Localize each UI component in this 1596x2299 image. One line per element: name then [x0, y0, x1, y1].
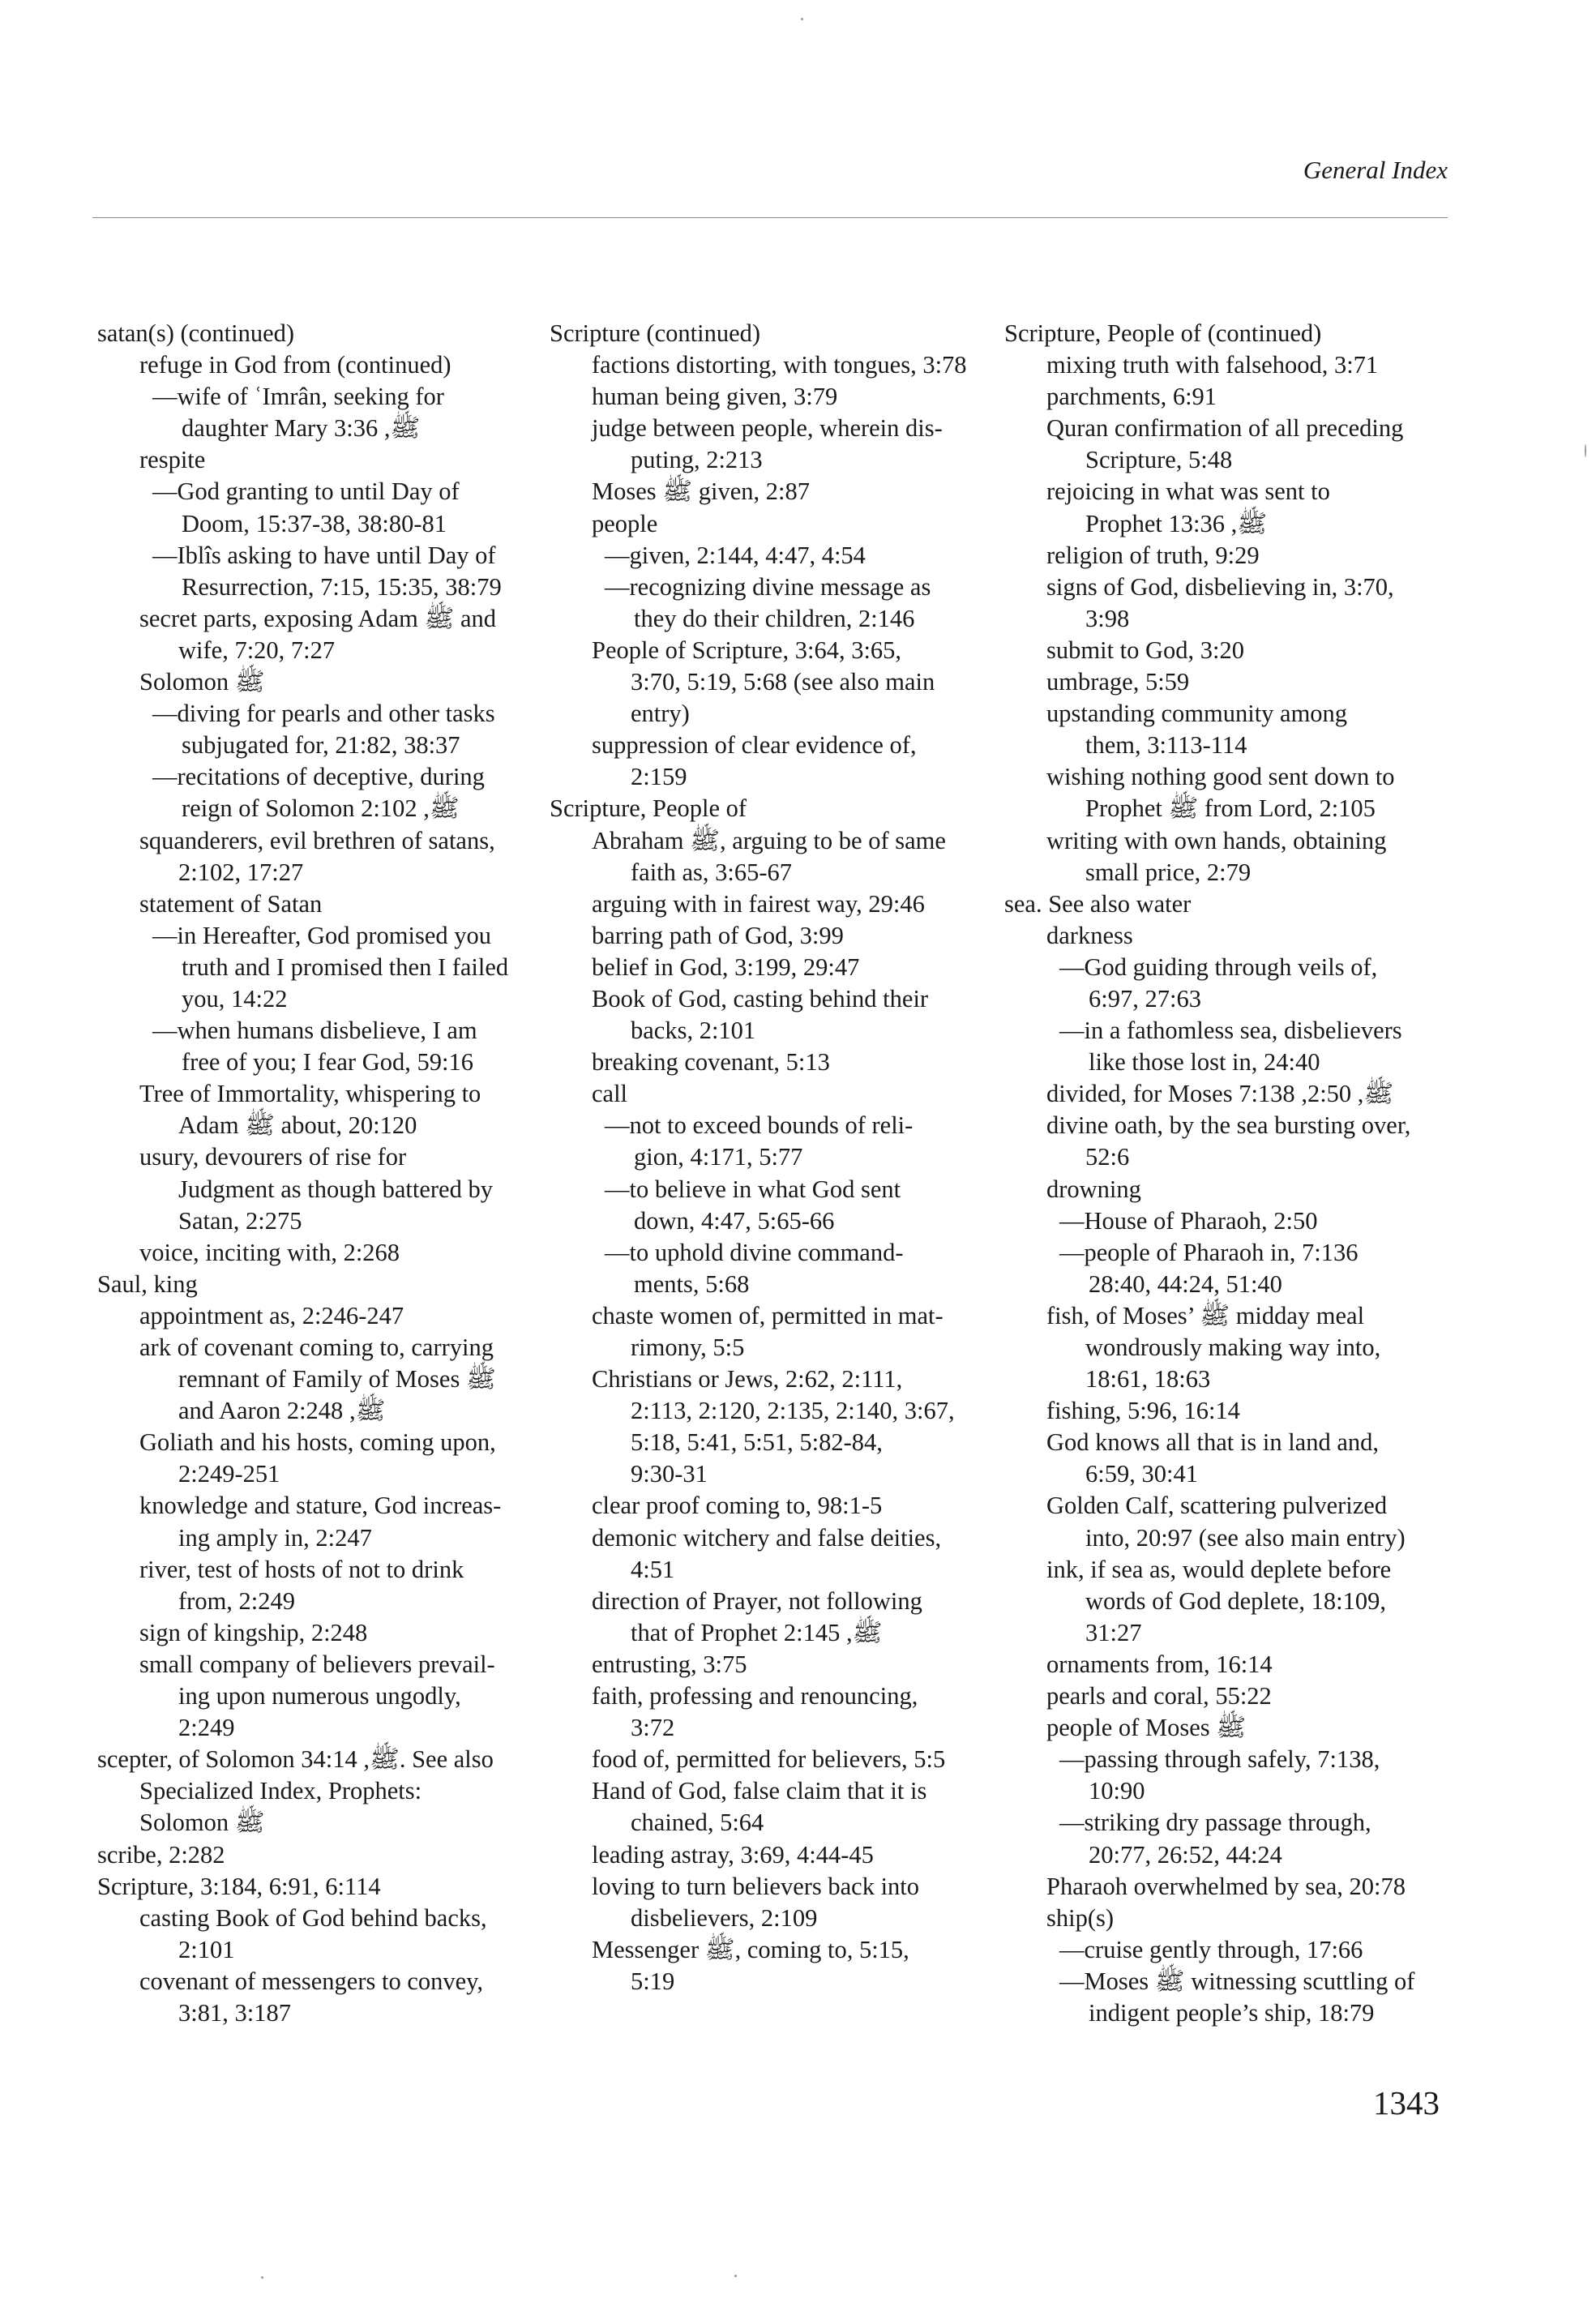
index-subentry: knowledge and stature, God increas-: [139, 1492, 502, 1520]
index-column-3: [1004, 318, 1458, 2029]
index-subentry: —to believe in what God sent: [605, 1175, 901, 1203]
index-subentry: rejoicing in what was sent to: [1046, 477, 1330, 506]
index-subentry: Messenger ﷺ, coming to, 5:15,: [592, 1935, 909, 1963]
index-subentry: chaste women of, permitted in mat-: [592, 1301, 943, 1329]
index-subentry: —House of Pharaoh, 2:50: [1059, 1206, 1318, 1235]
index-subentry: 3:98: [1085, 604, 1130, 632]
page-header: [92, 148, 1448, 218]
index-subentry: submit to God, 3:20: [1046, 636, 1245, 664]
index-subentry: direction of Prayer, not following: [592, 1586, 922, 1615]
index-subentry: belief in God, 3:199, 29:47: [592, 953, 860, 981]
index-subentry: 52:6: [1085, 1143, 1130, 1171]
index-subentry: divine oath, by the sea bursting over,: [1046, 1111, 1411, 1140]
index-subentry: 6:59, 30:41: [1085, 1460, 1198, 1488]
index-subentry: call: [592, 1080, 628, 1108]
index-subentry: 5:19: [631, 1967, 675, 1995]
index-subentry: and Aaron ﷺ, 2:248: [178, 1397, 386, 1425]
index-heading: Scripture, 3:184, 6:91, 6:114: [97, 1872, 381, 1900]
index-subentry: statement of Satan: [139, 889, 323, 918]
index-subentry: them, 3:113-114: [1085, 731, 1247, 760]
index-subentry: 2:102, 17:27: [178, 858, 304, 886]
scan-speck: [801, 18, 803, 20]
index-subentry: 2:249: [178, 1714, 235, 1742]
index-subentry: faith, professing and renouncing,: [592, 1682, 918, 1710]
index-heading: Scripture, People of (continued): [1004, 319, 1322, 347]
index-subentry: 2:249-251: [178, 1460, 280, 1488]
scan-speck: [1585, 444, 1586, 457]
index-subentry: —Moses ﷺ witnessing scuttling of: [1059, 1967, 1415, 1995]
scan-speck: [261, 2276, 263, 2279]
index-subentry: Doom, 15:37-38, 38:80-81: [182, 509, 447, 537]
index-subentry: judge between people, wherein dis-: [592, 414, 943, 443]
running-head: General Index: [1303, 156, 1448, 184]
index-subentry: —Iblîs asking to have until Day of: [152, 541, 496, 569]
index-subentry: parchments, 6:91: [1046, 383, 1217, 411]
index-subentry: free of you; I fear God, 59:16: [182, 1048, 473, 1077]
index-subentry: ship(s): [1046, 1903, 1115, 1932]
index-subentry: covenant of messengers to convey,: [139, 1967, 484, 1995]
index-subentry: ink, if sea as, would deplete before: [1046, 1555, 1392, 1583]
index-subentry: —in Hereafter, God promised you: [152, 921, 492, 949]
index-subentry: 2:101: [178, 1935, 235, 1963]
index-subentry: refuge in God from (continued): [139, 351, 451, 379]
index-subentry: puting, 2:213: [631, 446, 763, 474]
index-subentry: ark of covenant coming to, carrying: [139, 1334, 494, 1361]
index-subentry: people of Moses ﷺ: [1046, 1714, 1247, 1742]
index-subentry: 9:30-31: [631, 1460, 708, 1488]
index-subentry: —striking dry passage through,: [1059, 1809, 1371, 1837]
index-subentry: wife, 7:20, 7:27: [178, 636, 336, 664]
scan-speck: [734, 2275, 737, 2277]
index-subentry: —passing through safely, 7:138,: [1059, 1745, 1380, 1774]
index-subentry: Hand of God, false claim that it is: [592, 1777, 927, 1805]
page-number: 1343: [1373, 2084, 1440, 2121]
index-subentry: fishing, 5:96, 16:14: [1046, 1397, 1240, 1425]
index-subentry: remnant of Family of Moses ﷺ: [178, 1365, 496, 1394]
index-subentry: daughter Mary ﷺ, 3:36: [182, 414, 421, 443]
index-subentry: leading astray, 3:69, 4:44-45: [592, 1840, 874, 1869]
index-subentry: —to uphold divine command-: [605, 1238, 904, 1266]
index-subentry: 6:97, 27:63: [1089, 984, 1201, 1013]
index-subentry: words of God deplete, 18:109,: [1085, 1586, 1387, 1615]
index-subentry: People of Scripture, 3:64, 3:65,: [592, 636, 902, 664]
index-subentry: —people of Pharaoh in, 7:136: [1059, 1238, 1359, 1266]
index-subentry: —God guiding through veils of,: [1059, 953, 1378, 981]
index-subentry: Abraham ﷺ, arguing to be of same: [592, 826, 946, 854]
index-subentry: —God granting to until Day of: [152, 477, 460, 506]
index-subentry: ing upon numerous ungodly,: [178, 1682, 461, 1710]
index-column-1: [97, 318, 551, 2029]
index-subentry: God knows all that is in land and,: [1046, 1428, 1380, 1457]
index-subentry: Pharaoh overwhelmed by sea, 20:78: [1046, 1872, 1406, 1900]
index-subentry: wondrously making way into,: [1085, 1334, 1381, 1361]
index-subentry: river, test of hosts of not to drink: [139, 1555, 464, 1583]
index-subentry: mixing truth with falsehood, 3:71: [1046, 351, 1379, 379]
index-subentry: Goliath and his hosts, coming upon,: [139, 1428, 496, 1457]
index-subentry: —cruise gently through, 17:66: [1059, 1935, 1363, 1963]
index-subentry: faith as, 3:65-67: [631, 858, 793, 886]
index-subentry: drowning: [1046, 1175, 1141, 1203]
index-subentry: Specialized Index, Prophets:: [139, 1777, 422, 1805]
index-subentry: —recitations of deceptive, during: [152, 763, 485, 791]
index-heading: satan(s) (continued): [97, 319, 295, 347]
index-subentry: umbrage, 5:59: [1046, 668, 1190, 696]
index-subentry: 2:159: [631, 763, 687, 791]
index-subentry: 3:70, 5:19, 5:68 (see also main: [631, 668, 935, 696]
index-column-2: [550, 318, 1003, 1997]
index-subentry: writing with own hands, obtaining: [1046, 826, 1387, 854]
index-heading: Saul, king: [97, 1269, 198, 1298]
index-subentry: Book of God, casting behind their: [592, 984, 929, 1013]
index-subentry: reign of Solomon ﷺ, 2:102: [182, 794, 460, 823]
index-subentry: disbelievers, 2:109: [631, 1903, 818, 1932]
index-subentry: Prophet ﷺ, 13:36: [1085, 509, 1268, 537]
index-subentry: small company of believers prevail-: [139, 1650, 495, 1678]
index-subentry: Golden Calf, scattering pulverized: [1046, 1492, 1388, 1520]
index-subentry: indigent people’s ship, 18:79: [1089, 1998, 1375, 2027]
index-subentry: truth and I promised then I failed: [182, 953, 509, 981]
index-subentry: darkness: [1046, 921, 1133, 949]
index-subentry: —when humans disbelieve, I am: [152, 1017, 477, 1045]
index-subentry: Scripture, 5:48: [1085, 446, 1233, 474]
index-heading: sea. See also water: [1004, 889, 1192, 918]
index-subentry: backs, 2:101: [631, 1017, 756, 1045]
index-subentry: 18:61, 18:63: [1085, 1365, 1211, 1394]
index-subentry: —in a fathomless sea, disbelievers: [1059, 1017, 1402, 1045]
index-subentry: loving to turn believers back into: [592, 1872, 920, 1900]
index-subentry: Prophet ﷺ from Lord, 2:105: [1085, 794, 1376, 823]
index-subentry: ments, 5:68: [634, 1269, 750, 1298]
index-heading: Scripture (continued): [550, 319, 761, 347]
index-subentry: people: [592, 509, 658, 537]
index-subentry: fish, of Moses’ ﷺ midday meal: [1046, 1301, 1365, 1329]
index-subentry: upstanding community among: [1046, 700, 1348, 728]
index-subentry: that of Prophet ﷺ, 2:145: [631, 1618, 883, 1646]
index-subentry: rimony, 5:5: [631, 1334, 745, 1361]
index-subentry: Satan, 2:275: [178, 1206, 302, 1235]
index-subentry: 20:77, 26:52, 44:24: [1089, 1840, 1282, 1869]
index-subentry: voice, inciting with, 2:268: [139, 1238, 400, 1266]
index-subentry: 4:51: [631, 1555, 675, 1583]
index-subentry: breaking covenant, 5:13: [592, 1048, 830, 1077]
index-subentry: clear proof coming to, 98:1-5: [592, 1492, 883, 1520]
index-subentry: —wife of ʿImrân, seeking for: [152, 383, 444, 411]
index-subentry: Solomon ﷺ: [139, 1809, 265, 1837]
index-subentry: 3:72: [631, 1714, 675, 1742]
index-heading: Scripture, People of: [550, 794, 747, 823]
index-subentry: casting Book of God behind backs,: [139, 1903, 487, 1932]
index-subentry: from, 2:249: [178, 1586, 296, 1615]
index-subentry: arguing with in fairest way, 29:46: [592, 889, 925, 918]
index-subentry: you, 14:22: [182, 984, 288, 1013]
index-subentry: divided, for Moses ﷺ, 2:50, 7:138: [1046, 1080, 1394, 1108]
index-subentry: 3:81, 3:187: [178, 1998, 291, 2027]
index-subentry: like those lost in, 24:40: [1089, 1048, 1320, 1077]
index-subentry: 5:18, 5:41, 5:51, 5:82-84,: [631, 1428, 883, 1457]
index-subentry: suppression of clear evidence of,: [592, 731, 917, 760]
index-subentry: ornaments from, 16:14: [1046, 1650, 1273, 1678]
index-subentry: entrusting, 3:75: [592, 1650, 747, 1678]
index-subentry: food of, permitted for believers, 5:5: [592, 1745, 946, 1774]
index-subentry: —diving for pearls and other tasks: [152, 700, 495, 728]
index-subentry: gion, 4:171, 5:77: [634, 1143, 803, 1171]
index-subentry: squanderers, evil brethren of satans,: [139, 826, 495, 854]
index-subentry: Quran confirmation of all preceding: [1046, 414, 1404, 443]
index-subentry: Resurrection, 7:15, 15:35, 38:79: [182, 572, 502, 601]
index-subentry: —recognizing divine message as: [605, 572, 931, 601]
index-subentry: —given, 2:144, 4:47, 4:54: [605, 541, 866, 569]
index-heading: scribe, 2:282: [97, 1840, 225, 1869]
index-subentry: small price, 2:79: [1085, 858, 1252, 886]
index-subentry: Solomon ﷺ: [139, 668, 265, 696]
index-subentry: —not to exceed bounds of reli-: [605, 1111, 914, 1140]
index-subentry: demonic witchery and false deities,: [592, 1523, 942, 1552]
index-subentry: entry): [631, 700, 690, 728]
index-subentry: barring path of God, 3:99: [592, 921, 844, 949]
index-subentry: appointment as, 2:246-247: [139, 1301, 404, 1329]
index-subentry: factions distorting, with tongues, 3:78: [592, 351, 967, 379]
index-subentry: chained, 5:64: [631, 1809, 764, 1837]
index-subentry: usury, devourers of rise for: [139, 1143, 407, 1171]
index-subentry: wishing nothing good sent down to: [1046, 763, 1395, 791]
index-subentry: 2:113, 2:120, 2:135, 2:140, 3:67,: [631, 1397, 955, 1425]
index-subentry: ing amply in, 2:247: [178, 1523, 372, 1552]
index-subentry: down, 4:47, 5:65-66: [634, 1206, 835, 1235]
index-subentry: pearls and coral, 55:22: [1046, 1682, 1272, 1710]
index-subentry: sign of kingship, 2:248: [139, 1618, 368, 1646]
index-subentry: subjugated for, 21:82, 38:37: [182, 731, 460, 760]
index-subentry: 31:27: [1085, 1618, 1142, 1646]
index-heading: scepter, of Solomon ﷺ, 34:14. See also: [97, 1745, 494, 1774]
index-subentry: religion of truth, 9:29: [1046, 541, 1260, 569]
index-subentry: Adam ﷺ about, 20:120: [178, 1111, 417, 1140]
index-subentry: into, 20:97 (see also main entry): [1085, 1523, 1406, 1552]
index-subentry: human being given, 3:79: [592, 383, 838, 411]
index-subentry: Christians or Jews, 2:62, 2:111,: [592, 1365, 903, 1394]
index-subentry: signs of God, disbelieving in, 3:70,: [1046, 572, 1394, 601]
index-subentry: Moses ﷺ given, 2:87: [592, 477, 811, 506]
index-subentry: 28:40, 44:24, 51:40: [1089, 1269, 1282, 1298]
index-subentry: respite: [139, 446, 206, 474]
index-subentry: Tree of Immortality, whispering to: [139, 1080, 481, 1108]
index-subentry: Judgment as though battered by: [178, 1175, 493, 1203]
index-subentry: they do their children, 2:146: [634, 604, 915, 632]
index-subentry: 10:90: [1089, 1777, 1145, 1805]
index-subentry: secret parts, exposing Adam ﷺ and: [139, 604, 497, 632]
